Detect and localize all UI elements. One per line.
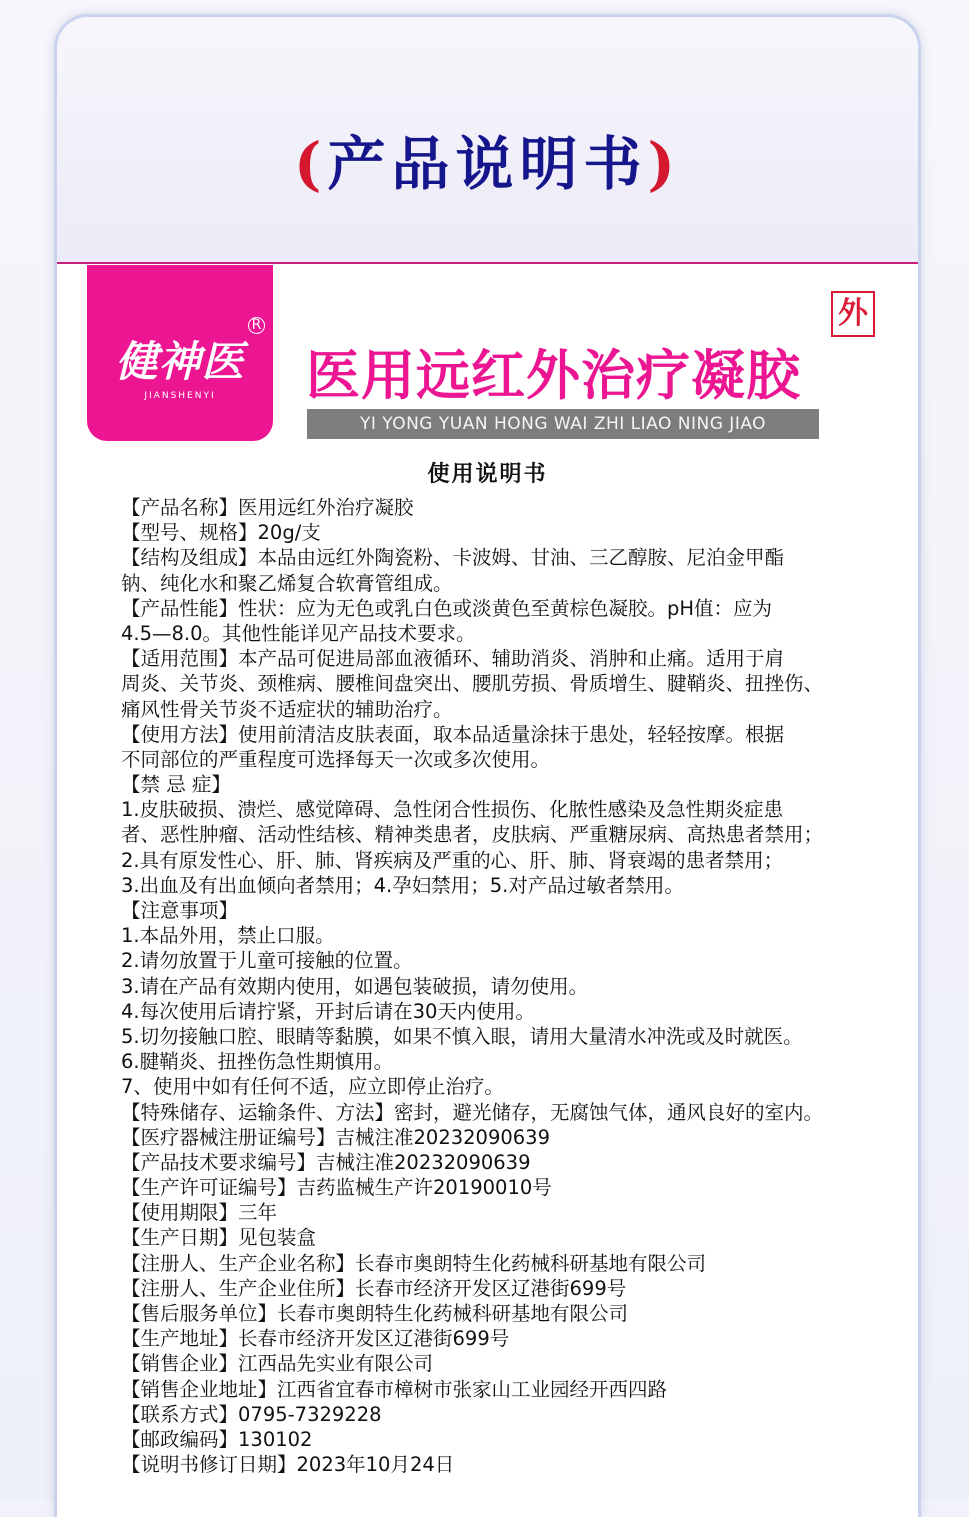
external-use-badge: 外: [831, 291, 875, 337]
registered-mark-icon: R: [248, 317, 265, 334]
instruction-line: 6.腱鞘炎、扭挫伤急性期慎用。: [121, 1050, 394, 1074]
instruction-line: 【生产日期】见包装盒: [121, 1226, 317, 1250]
instruction-line: 【产品名称】医用远红外治疗凝胶: [121, 496, 414, 519]
instruction-line: 【销售企业】江西品先实业有限公司: [121, 1352, 434, 1376]
instruction-line: 钠、纯化水和聚乙烯复合软膏管组成。: [121, 571, 453, 595]
instruction-line: 【禁 忌 症】: [121, 773, 231, 797]
instruction-card: [54, 14, 921, 1517]
brand-logo: [87, 265, 273, 441]
instruction-line: 【型号、规格】20g/支: [121, 521, 321, 545]
instruction-line: 5.切勿接触口腔、眼睛等黏膜，如果不慎入眼，请用大量清水冲洗或及时就医。: [121, 1024, 803, 1048]
page-title: [57, 117, 918, 201]
instruction-line: 【注册人、生产企业住所】长春市经济开发区辽港街699号: [121, 1276, 627, 1300]
instruction-line: 【售后服务单位】长春市奥朗特生化药械科研基地有限公司: [121, 1302, 629, 1325]
instruction-line: 【使用期限】三年: [121, 1201, 278, 1225]
instructions-heading: 使用说明书: [427, 462, 548, 487]
instruction-line: 【适用范围】本产品可促进局部血液循环、辅助消炎、消肿和止痛。适用于肩: [121, 647, 785, 671]
title-right-paren: ): [647, 130, 681, 198]
instruction-line: 1.本品外用，禁止口服。: [121, 924, 335, 948]
title-left-paren: (: [294, 130, 328, 198]
instruction-line: 1.皮肤破损、溃烂、感觉障碍、急性闭合性损伤、化脓性感染及急性期炎症患: [121, 798, 784, 822]
instruction-line: 【产品技术要求编号】吉械注准20232090639: [121, 1150, 531, 1174]
instruction-line: 【生产许可证编号】吉药监械生产许20190010号: [121, 1176, 552, 1200]
instruction-line: 【注意事项】: [121, 899, 239, 922]
instruction-line: 2.请勿放置于儿童可接触的位置。: [121, 949, 413, 973]
logo-chinese: 健神医: [115, 337, 245, 386]
instruction-line: 者、恶性肿瘤、活动性结核、精神类患者，皮肤病、严重糖尿病、高热患者禁用；: [121, 823, 824, 847]
logo-english: JIANSHENYI: [144, 391, 216, 401]
instruction-line: 不同部位的严重程度可选择每天一次或多次使用。: [121, 747, 551, 771]
instruction-line: 7、使用中如有任何不适，应立即停止治疗。: [121, 1075, 504, 1099]
product-pinyin: YI YONG YUAN HONG WAI ZHI LIAO NING JIAO: [307, 409, 819, 439]
instruction-line: 4.5—8.0。其他性能详见产品技术要求。: [121, 621, 476, 645]
instruction-line: 【邮政编码】130102: [121, 1427, 313, 1451]
instruction-line: 【注册人、生产企业名称】长春市奥朗特生化药械科研基地有限公司: [121, 1251, 707, 1275]
instruction-line: 3.请在产品有效期内使用，如遇包装破损，请勿使用。: [121, 974, 589, 998]
instructions-body: [121, 495, 893, 1477]
instruction-line: 痛风性骨关节炎不适症状的辅助治疗。: [121, 697, 453, 721]
instruction-line: 【产品性能】性状：应为无色或乳白色或淡黄色至黄棕色凝胶。pH值：应为: [121, 596, 773, 620]
instruction-line: 【结构及组成】本品由远红外陶瓷粉、卡波姆、甘油、三乙醇胺、尼泊金甲酯: [121, 546, 785, 570]
instruction-line: 【特殊储存、运输条件、方法】密封，避光储存，无腐蚀气体，通风良好的室内。: [121, 1100, 824, 1124]
title-text: 产品说明书: [327, 130, 648, 198]
instruction-line: 2.具有原发性心、肝、肺、肾疾病及严重的心、肝、肺、肾衰竭的患者禁用；: [121, 848, 784, 872]
product-name: 医用远红外治疗凝胶: [306, 344, 801, 407]
instruction-line: 【销售企业地址】江西省宜春市樟树市张家山工业园经开西四路: [121, 1377, 668, 1401]
instruction-line: 3.出血及有出血倾向者禁用；4.孕妇禁用；5.对产品过敏者禁用。: [121, 873, 684, 897]
instruction-line: 【联系方式】0795-7329228: [121, 1402, 382, 1426]
instruction-line: 【说明书修订日期】2023年10月24日: [121, 1453, 455, 1477]
instruction-line: 【生产地址】长春市经济开发区辽港街699号: [121, 1327, 510, 1351]
card-header: [57, 17, 918, 264]
instruction-line: 【医疗器械注册证编号】吉械注准20232090639: [121, 1125, 550, 1149]
instruction-line: 【使用方法】使用前清洁皮肤表面，取本品适量涂抹于患处，轻轻按摩。根据: [121, 722, 785, 746]
instruction-line: 周炎、关节炎、颈椎病、腰椎间盘突出、腰肌劳损、骨质增生、腱鞘炎、扭挫伤、: [121, 672, 824, 696]
instruction-line: 4.每次使用后请拧紧，开封后请在30天内使用。: [121, 999, 535, 1023]
